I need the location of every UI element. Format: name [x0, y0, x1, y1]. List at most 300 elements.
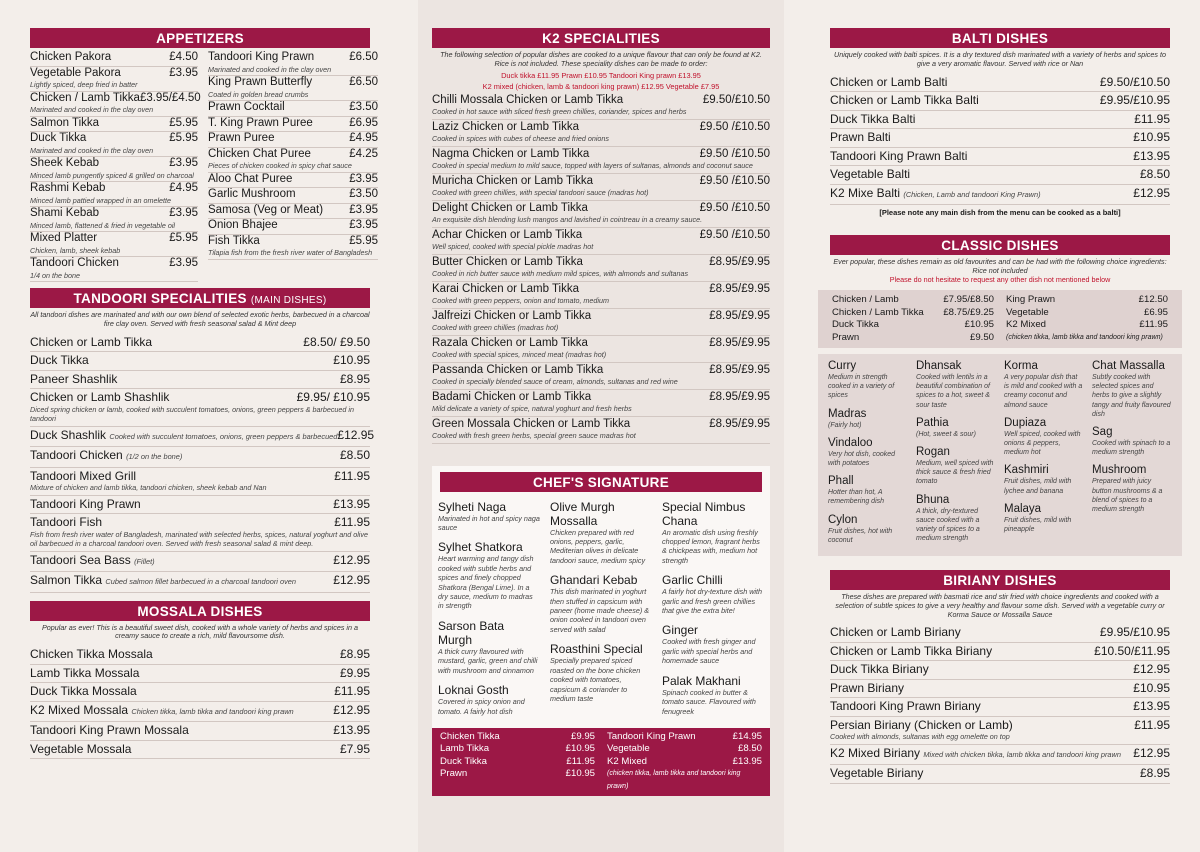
item-name-text: Onion Bhajee: [208, 219, 278, 231]
price-row-value: £10.95: [565, 768, 595, 780]
menu-item-name: [30, 497, 141, 512]
item-name-text: K2 Mixed Mossala: [30, 702, 129, 717]
biriany-intro: These dishes are prepared with basmati rice and stir fried with choice ingredients and cooked with a selection of subtle spices to give a very healthy and flavour some dish. Served with a vegetable curry or Korma Sauce or Mossalla Sauce: [835, 592, 1165, 619]
menu-item-name: [30, 723, 189, 738]
menu-item-name: [30, 372, 117, 387]
menu-item-price: £13.95: [333, 496, 370, 511]
dish-desc: Specially prepared spiced roasted on the bone chicken cooked with tomatoes, capsicum & coriander to medium taste: [550, 656, 641, 703]
item-name-text: Tandoori King Prawn Mossala: [30, 723, 189, 738]
menu-item-row: [30, 232, 198, 246]
menu-item-desc: Pieces of chicken cooked in spicy chat sauce: [208, 161, 352, 170]
dish-desc: An aromatic dish using freshly chopped lemon, fragrant herbs & chickpeas with, medium hot strength: [662, 527, 760, 565]
price-row-value: £7.95/£8.50: [943, 294, 994, 306]
menu-item-row: [30, 573, 370, 590]
menu-item-price: £7.95: [339, 741, 370, 756]
menu-item-row: [432, 148, 770, 162]
item-name-text: Duck Tikka Biriany: [830, 662, 929, 677]
menu-item: [30, 514, 370, 552]
menu-item: [432, 93, 770, 120]
dish-title: Palak Makhani: [662, 673, 741, 688]
menu-item-name: [30, 157, 99, 171]
item-name-text: Muricha Chicken or Lamb Tikka: [432, 174, 594, 187]
menu-item-desc: Minced lamb pungently spiced & grilled on charcoal: [30, 170, 194, 180]
price-row-name: K2 Mixed: [1006, 319, 1046, 331]
menu-item-row: [830, 681, 1170, 696]
item-name-text: T. King Prawn Puree: [208, 116, 313, 129]
menu-item: [208, 204, 378, 220]
classic-price-box: [818, 290, 1182, 348]
item-name-text: Chicken or Lamb Tikka Balti: [830, 93, 979, 108]
menu-item: [30, 741, 370, 760]
dish-title: Korma: [1004, 360, 1038, 373]
price-row-value: £11.95: [1139, 319, 1168, 331]
balti-note: [Please note any main dish from the menu can be cooked as a balti]: [879, 208, 1121, 218]
menu-item-price: £4.50: [169, 51, 198, 63]
dish-desc: Fruit dishes, mild with lychee and banana: [1004, 478, 1072, 495]
price-row-name: Duck Tikka: [440, 755, 487, 767]
menu-item-name: [432, 202, 588, 216]
menu-item-row: [208, 173, 378, 187]
dish-desc: A thick curry flavoured with mustard, garlic, green and chilli with mushroom and cinnamon: [438, 646, 538, 675]
menu-item-row: [30, 132, 198, 146]
price-row-value: £12.50: [1138, 294, 1168, 306]
menu-item-desc: Cooked with green chillies (madras hot): [432, 323, 559, 333]
dish-title: Sarson Bata Murgh: [438, 618, 505, 647]
price-row-name: King Prawn: [1006, 294, 1056, 306]
menu-item: [30, 552, 370, 573]
menu-item-price: £10.95: [333, 353, 370, 368]
menu-item: [432, 174, 770, 201]
dish-desc: Very hot dish, cooked with potatoes: [828, 450, 896, 468]
item-name-text: K2 Mixed Biriany: [830, 745, 921, 760]
menu-item-row: [432, 94, 770, 108]
menu-item-row: [830, 112, 1170, 127]
menu-item-row: [432, 391, 770, 405]
price-row-name: Vegetable: [607, 743, 650, 755]
item-name-text: Chicken or Lamb Tikka Biriany: [830, 643, 993, 658]
menu-item: [30, 646, 370, 665]
item-name-text: Duck Tikka: [30, 132, 87, 144]
menu-item-row: [30, 553, 370, 570]
menu-item-name: [30, 257, 119, 271]
dish-title: Olive Murgh Mossalla: [550, 499, 615, 528]
menu-item-name: [432, 310, 591, 324]
menu-item-name: [432, 175, 593, 189]
menu-item-price: £12.95: [333, 552, 370, 567]
menu-item-price: £5.95: [169, 116, 198, 129]
menu-item-name: [830, 167, 910, 182]
menu-item: [208, 51, 378, 76]
menu-item: [432, 390, 770, 417]
price-row: [440, 768, 595, 780]
menu-item-price: £8.50: [339, 448, 370, 463]
menu-item-price: £3.50: [349, 101, 378, 113]
menu-item-name: [830, 186, 1041, 203]
menu-item-price: £9.95/£10.95: [1099, 625, 1170, 640]
menu-item-price: £8.95/£9.95: [709, 255, 770, 268]
menu-item: [830, 765, 1170, 784]
menu-item-price: £12.95: [333, 573, 370, 588]
menu-item: [30, 117, 198, 133]
balti-list: [830, 74, 1170, 206]
item-name-text: Salmon Tikka: [30, 573, 103, 588]
item-inline-note: Chicken tikka, lamb tikka and tandoori king prawn: [131, 706, 294, 716]
price-row-value: £11.95: [566, 755, 595, 767]
menu-item-row: [30, 51, 198, 65]
menu-item-price: £8.95/£9.95: [709, 363, 770, 376]
menu-item: [30, 67, 198, 92]
menu-item-name: [30, 390, 169, 405]
menu-item-name: [208, 219, 278, 233]
menu-item-desc: Well spiced, cooked with special pickle madras hot: [432, 242, 594, 252]
menu-item-name: [830, 149, 967, 164]
menu-item-name: [30, 207, 99, 221]
menu-item: [830, 166, 1170, 185]
menu-item: [208, 76, 378, 101]
grid-column: [828, 360, 908, 552]
item-name-text: Chicken or Lamb Balti: [830, 74, 948, 89]
menu-item-price: £11.95: [334, 468, 370, 483]
item-name-text: Lamb Tikka Mossala: [30, 665, 140, 680]
menu-item: [30, 572, 370, 593]
dish-desc: Subtly cooked with selected spices and herbs to give a slightly tangy and fruity flavoured dish: [1092, 374, 1171, 418]
dish-desc: Cooked with spinach to a medium strength: [1092, 440, 1171, 457]
dish-title: Curry: [828, 360, 857, 373]
dish-desc: Spinach cooked in butter & tomato sauce. Flavoured with fenugreek: [662, 687, 756, 716]
price-row-name: Prawn: [832, 331, 860, 343]
item-name-text: Tandoori King Prawn Biriany: [830, 699, 981, 714]
item-name-text: Aloo Chat Puree: [208, 172, 293, 185]
dish-desc: Chicken prepared with red onions, peppers, garlic, Mediterian olives in delicate tandoori sauce, medium spicy: [550, 527, 646, 565]
item-name-text: Tandoori Chicken: [30, 448, 123, 463]
menu-item-price: £3.95: [349, 219, 378, 231]
menu-item-row: [30, 353, 370, 368]
menu-item: [30, 665, 370, 684]
price-row: [1006, 319, 1168, 331]
menu-item: [30, 334, 370, 353]
item-name-text: Mixed Platter: [30, 232, 98, 244]
dish-title: Garlic Chilli: [662, 573, 723, 588]
menu-item-row: [208, 204, 378, 218]
tandoori-list: [30, 334, 375, 593]
item-name-text: Achar Chicken or Lamb Tikka: [432, 228, 583, 241]
center-column: [418, 0, 784, 852]
menu-item-desc: Cooked with special spices, minced meat (madras hot): [432, 350, 607, 360]
price-row: [440, 756, 595, 768]
menu-item-row: [30, 91, 201, 106]
item-name-text: Chicken Chat Puree: [208, 147, 311, 160]
price-row: [1006, 307, 1168, 319]
menu-item-price: £8.50: [1139, 167, 1170, 182]
appetizers-list: [30, 51, 378, 282]
menu-item-price: £8.95/£9.95: [709, 417, 770, 430]
dish-title: Sylheti Naga: [438, 499, 507, 514]
dish-title: Chat Massalla: [1092, 360, 1165, 373]
price-row-note: (chicken tikka, lamb tikka and tandoori king prawn): [1006, 333, 1163, 341]
menu-item-row: [30, 335, 370, 350]
menu-item-row: [30, 723, 370, 738]
menu-item: [30, 51, 198, 67]
menu-item-desc: Marinated and cooked in the clay oven: [30, 105, 154, 114]
menu-item: [208, 219, 378, 235]
menu-item-price: £8.95: [1139, 766, 1170, 781]
menu-item-row: [30, 182, 198, 196]
menu-item-name: [208, 76, 312, 90]
menu-item-row: [30, 647, 370, 662]
menu-item-desc: Fish from fresh river water of Bangladesh, marinated with selected herbs, spices, natural yoghurt and olive oil barbecued in a charcoal tandoori oven. Served with fresh seasonal salad & mint deep.: [30, 529, 368, 549]
dish-desc: A fairly hot dry-texture dish with garlic and fresh green chillies that give the extra bite!: [662, 587, 762, 616]
menu-item: [830, 643, 1170, 662]
menu-item-name: [432, 94, 623, 108]
item-name-text: Garlic Mushroom: [208, 188, 296, 200]
menu-item-name: [208, 117, 313, 131]
menu-item-price: £9.50 /£10.50: [699, 147, 770, 160]
menu-item: [830, 148, 1170, 167]
menu-item: [830, 624, 1170, 643]
menu-item-row: [208, 188, 378, 202]
price-row-name: Vegetable: [1006, 306, 1049, 318]
menu-item-name: [30, 703, 294, 720]
tandoori-intro: All tandoori dishes are marinated and with our own blend of selected exotic herbs, barbecued in a charcoal fire clay oven. Served with fresh seasonal salad & Mint deep: [30, 310, 370, 328]
price-row-name: Chicken / Lamb Tikka: [832, 306, 924, 318]
balti-header: BALTI DISHES: [830, 28, 1170, 48]
item-name-text: Tandoori Mixed Grill: [30, 468, 137, 483]
menu-item-name: [432, 256, 583, 270]
price-row-name: K2 Mixed: [607, 755, 647, 767]
k2-list: [432, 93, 770, 444]
menu-item-price: £11.95: [334, 684, 370, 699]
item-inline-note: Cooked with succulent tomatoes, onions, green peppers & barbecued: [109, 431, 338, 441]
menu-item-price: £13.95: [333, 723, 370, 738]
menu-item-name: [208, 173, 292, 187]
menu-item-name: [830, 746, 1121, 763]
price-row: [832, 294, 994, 306]
menu-item-name: [30, 132, 86, 146]
price-row: [440, 743, 595, 755]
menu-item-price: £8.95: [339, 647, 370, 662]
dish-title: Loknai Gosth: [438, 683, 509, 698]
menu-item-desc: Cooked with green chillies, with special tandoori sauce (madras hot): [432, 188, 649, 198]
menu-item: [830, 111, 1170, 130]
menu-item-price: £3.95/£4.50: [139, 91, 201, 104]
menu-item-name: [830, 625, 961, 640]
dish-desc: A thick, dry-textured sauce cooked with a variety of spices to a medium strength: [916, 507, 980, 543]
menu-item-price: £11.95: [334, 515, 370, 530]
price-row-value: £10.95: [964, 319, 994, 331]
item-name-text: Chicken Tikka Mossala: [30, 647, 153, 662]
menu-item: [30, 683, 370, 702]
item-name-text: Prawn Puree: [208, 132, 275, 144]
item-name-text: Rashmi Kebab: [30, 182, 106, 194]
menu-item-row: [208, 132, 378, 146]
menu-item-price: £5.95: [169, 132, 198, 144]
menu-item-name: [30, 573, 296, 590]
menu-item: [432, 201, 770, 228]
menu-item-price: £5.95: [349, 234, 378, 247]
price-row-value: £10.95: [565, 743, 595, 755]
grid-column: [438, 500, 540, 724]
menu-item-row: [30, 448, 370, 465]
menu-item: [30, 702, 370, 723]
menu-item-row: [830, 167, 1170, 182]
dish-title: Ghandari Kebab: [550, 573, 638, 588]
price-row-value: £8.50: [737, 743, 762, 755]
dish-title: Sylhet Shatkora: [438, 540, 523, 555]
item-name-text: Tandoori King Prawn: [30, 496, 141, 511]
menu-item: [208, 117, 378, 133]
menu-item-price: £6.50: [349, 76, 378, 88]
menu-item-row: [208, 101, 378, 115]
menu-item-price: £9.50 /£10.50: [699, 120, 770, 133]
price-row-name: Prawn: [440, 768, 468, 780]
menu-item-row: [432, 337, 770, 351]
dish-desc: Well spiced, cooked with onions & peppers, medium hot: [1004, 430, 1081, 457]
menu-item-row: [830, 130, 1170, 145]
menu-item-row: [432, 364, 770, 378]
menu-item-row: [208, 117, 378, 131]
item-name-text: Laziz Chicken or Lamb Tikka: [432, 120, 580, 133]
menu-item-name: [30, 515, 102, 530]
menu-item-row: [30, 207, 198, 221]
menu-item-name: [30, 553, 155, 570]
menu-item-row: [432, 283, 770, 297]
menu-item-name: [432, 364, 603, 378]
dish-desc: (Fairly hot): [828, 421, 862, 429]
menu-item-row: [30, 117, 198, 131]
item-name-text: Tandoori King Prawn: [208, 51, 315, 63]
menu-item-desc: Cooked in specially blended sauce of cream, almonds, sultanas and red wine: [432, 377, 678, 387]
item-name-text: Chicken or Lamb Shashlik: [30, 390, 170, 405]
menu-item-name: [30, 67, 121, 81]
item-name-text: Passanda Chicken or Lamb Tikka: [432, 363, 604, 376]
item-name-text: Green Mossala Chicken or Lamb Tikka: [432, 417, 631, 430]
menu-item-price: £3.95: [169, 157, 198, 169]
menu-item-price: £8.95/£9.95: [709, 282, 770, 295]
item-name-text: Delight Chicken or Lamb Tikka: [432, 201, 588, 214]
menu-item-row: [432, 310, 770, 324]
item-name-text: Prawn Cocktail: [208, 101, 285, 113]
menu-item-desc: Mixture of chicken and lamb tikka, tandoori chicken, sheek kebab and Nan: [30, 483, 267, 493]
menu-item-desc: 1/4 on the bone: [30, 270, 80, 280]
price-row-name: Tandoori King Prawn: [607, 730, 696, 742]
item-name-text: Karai Chicken or Lamb Tikka: [432, 282, 580, 295]
item-name-text: Duck Shashlik: [30, 427, 107, 442]
dish-desc: Medium, well spiced with thick sauce & fresh fried tomato: [916, 460, 994, 486]
price-row-value: £9.95: [570, 730, 595, 742]
menu-item: [208, 101, 378, 117]
item-inline-note: Cubed salmon fillet barbecued in a charcoal tandoori oven: [105, 577, 297, 587]
menu-item-row: [830, 699, 1170, 714]
menu-item-desc: Minced lamb, flattened & fried in vegetable oil: [30, 220, 176, 230]
dish-title: Phall: [828, 475, 854, 488]
biriany-list: [830, 624, 1170, 784]
menu-item-row: [432, 418, 770, 432]
price-row-note: (chicken tikka, lamb tikka and tandoori king prawn): [607, 770, 741, 790]
menu-item-row: [30, 157, 198, 171]
grid-column: [662, 500, 764, 724]
price-row-value: £6.95: [1143, 306, 1168, 318]
left-column: [0, 0, 400, 852]
menu-item-row: [30, 703, 370, 720]
menu-item-price: £9.50/£10.50: [1099, 74, 1170, 89]
menu-item: [830, 92, 1170, 111]
menu-item-row: [830, 186, 1170, 203]
menu-item-name: [30, 428, 337, 445]
menu-item: [30, 157, 198, 182]
menu-item-row: [30, 515, 370, 530]
menu-item: [830, 129, 1170, 148]
item-inline-note: (1/2 on the bone): [126, 452, 183, 462]
menu-item: [30, 722, 370, 741]
dish-title: Special Nimbus Chana: [662, 499, 746, 528]
menu-item-price: £6.50: [349, 51, 378, 63]
item-name-text: Chilli Mossala Chicken or Lamb Tikka: [432, 93, 624, 106]
grid-column: [1004, 360, 1084, 552]
menu-item-name: [830, 93, 979, 108]
menu-item: [432, 228, 770, 255]
chef-grid: [432, 492, 770, 728]
item-name-text: Sheek Kebab: [30, 157, 100, 169]
menu-item-row: [208, 219, 378, 233]
menu-item: [432, 120, 770, 147]
chef-header: CHEF'S SIGNATURE: [440, 472, 762, 492]
classic-intro: Ever popular, these dishes remain as old favourites and can be had with the following choice ingredients: Rice not included: [833, 257, 1167, 275]
menu-item-row: [830, 644, 1170, 659]
price-row-name: Lamb Tikka: [440, 743, 490, 755]
menu-item: [30, 371, 370, 390]
chef-price-box: [432, 728, 770, 796]
item-name-text: Razala Chicken or Lamb Tikka: [432, 336, 588, 349]
item-name-text: Prawn Balti: [830, 130, 891, 145]
dish-title: Rogan: [916, 446, 950, 459]
price-row-value: £8.75/£9.25: [943, 306, 994, 318]
k2-price-note-2: K2 mixed (chicken, lamb & tandoori king prawn) £12.95 Vegetable £7.95: [482, 81, 720, 91]
k2-price-note-1: Duck tikka £11.95 Prawn £10.95 Tandoori King prawn £13.95: [501, 70, 701, 80]
menu-item-row: [30, 497, 370, 512]
menu-item-name: [30, 232, 97, 246]
menu-item-name: [30, 182, 105, 196]
menu-item-desc: Cooked in hot sauce with sliced fresh green chillies, coriander, spices and herbs: [432, 107, 687, 117]
item-name-text: Fish Tikka: [208, 234, 260, 247]
price-row-value: £9.50: [969, 331, 994, 343]
menu-item-price: £3.50: [349, 188, 378, 200]
menu-item-price: £9.50 /£10.50: [699, 228, 770, 241]
menu-item-name: [432, 121, 579, 135]
menu-item: [830, 74, 1170, 93]
menu-item: [432, 147, 770, 174]
menu-item-name: [830, 718, 1013, 733]
menu-item: [30, 91, 201, 117]
menu-item-price: £8.95: [339, 371, 370, 386]
menu-item-price: £6.95: [349, 116, 378, 129]
item-name-text: Vegetable Balti: [830, 167, 911, 182]
menu-item: [432, 255, 770, 282]
menu-item: [208, 173, 378, 189]
mossala-intro: Popular as ever! This is a beautiful sweet dish, cooked with a whole variety of herbs and spices in a creamy sauce to create a rich, mild flavoursome dish.: [41, 622, 359, 641]
dish-title: Bhuna: [916, 493, 950, 506]
menu-item-price: £13.95: [1133, 699, 1170, 714]
menu-item-price: £9.95: [339, 665, 370, 680]
dish-title: Ginger: [662, 623, 699, 638]
item-name-text: Nagma Chicken or Lamb Tikka: [432, 147, 590, 160]
menu-item-price: £4.95: [349, 132, 378, 144]
menu-item-price: £12.95: [1133, 185, 1170, 200]
menu-item-price: £8.95/£9.95: [709, 390, 770, 403]
k2-header: K2 SPECIALITIES: [432, 28, 770, 48]
menu-item: [208, 148, 378, 173]
dish-title: Dhansak: [916, 360, 962, 373]
menu-item-desc: Marinated and cooked in the clay oven: [30, 145, 154, 155]
